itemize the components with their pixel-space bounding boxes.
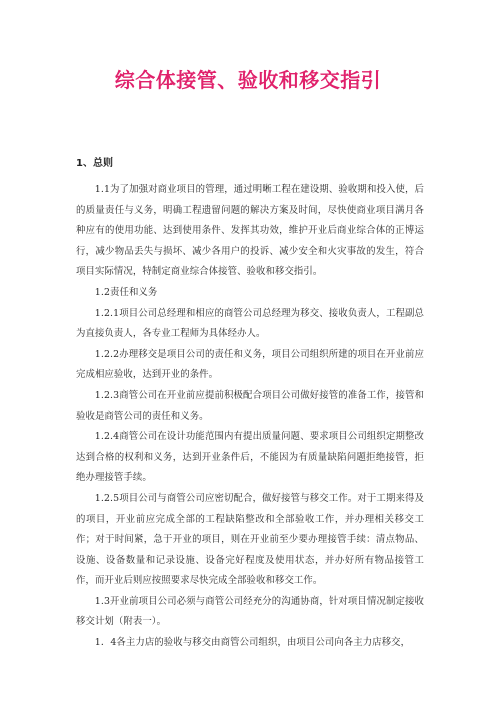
paragraph: 1.2责任和义务 [94,286,158,298]
paragraph: 1.2.1项目公司总经理和相应的商管公司总经理为移交、接收负责人，工程副总为直接负责人，各专业工程师为具体经办人。 [76,307,424,340]
paragraph: 1.2.2办理移交是项目公司的责任和义务，项目公司组织所建的项目在开业前应完成相应验收，达到开业的条件。 [76,348,424,381]
section-heading: 1、总则 [76,158,113,169]
document-body [76,180,424,654]
paragraph: 1.3开业前项目公司必须与商管公司经充分的沟通协商，针对项目情况制定接收移交计划（附表一）。 [76,595,424,628]
paragraph: 1.2.3商管公司在开业前应提前积极配合项目公司做好接管的准备工作，接管和验收是商管公司的责任和义务。 [76,389,424,422]
paragraph: 1.1为了加强对商业项目的管理，通过明晰工程在建设期、验收期和投入使，后的质量责任与义务，明确工程遗留问题的解决方案及时间，尽快使商业项目满月各种应有的使用功能、达到使用条件、发挥其功效，维护开业后商业综合体的正博运行，减少物品丢失与损坏、减少各用户的投诉、减少安全和火灾事故的发生，符合项目实际情况，特制定商业综合体接管、验收和移交指引。 [76,184,424,278]
document-title: 综合体接管、验收和移交指引 [114,68,382,92]
paragraph: 1．4各主力店的验收与移交由商管公司组织，由项目公司向各主力店移交， [94,637,411,649]
paragraph: 1.2.5项目公司与商管公司应密切配合，做好接管与移交工作。对于工期来得及的项目，开业前应完成全部的工程缺陷整改和全部验收工作，并办理相关移交工作；对于时间紧，急于开业的项目，则在开业前至少要办理接管手续：清点物品、设施、设备数量和记录设施、设备完好程度及使用状态，并办好所有物品接管工作，而开业后则应按照要求尽快完成全部验收和移交工作。 [76,492,424,587]
paragraph: 1.2.4商管公司在设计功能范围内有提出质量问题、要求项目公司组织定期整改达到合格的权利和义务，达到开业条件后，不能因为有质量缺陷问题拒绝接管，拒绝办理接管手续。 [76,431,424,484]
